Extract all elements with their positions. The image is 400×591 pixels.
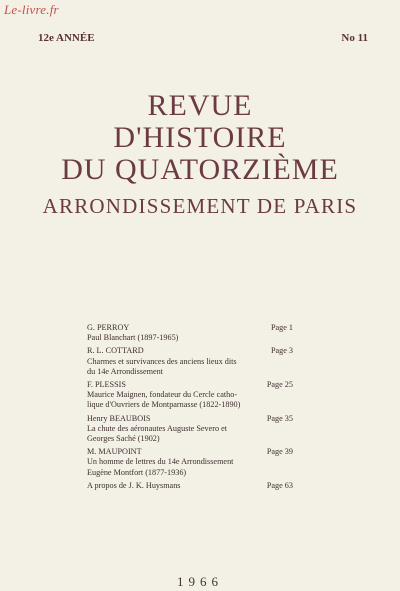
toc-description: Un homme de lettres du 14e Arrondissement	[87, 457, 234, 467]
toc-description: Eugène Montfort (1877-1936)	[87, 467, 187, 477]
toc-page: Page 1	[270, 323, 293, 332]
toc-entry	[87, 447, 293, 478]
title-line-1: REVUE	[147, 89, 253, 122]
watermark-logo: Le-livre.fr	[4, 2, 59, 17]
toc-author: M. MAUPOINT	[87, 447, 142, 457]
toc-page: Page 25	[266, 380, 293, 390]
toc-entry	[87, 346, 293, 377]
title-line-3: DU QUATORZIÈME	[61, 153, 339, 186]
toc-description: La chute des aéronautes Auguste Severo et	[87, 423, 228, 433]
toc-page: Page 63	[266, 480, 293, 490]
toc-author: A propos de J. K. Huysmans	[87, 480, 181, 490]
issue-number: No 11	[341, 32, 368, 44]
toc-description: lique d'Ouvriers de Montparnasse (1822-1890)	[87, 400, 241, 410]
toc-description: Georges Saché (1902)	[87, 434, 160, 444]
toc-entry	[87, 414, 293, 445]
toc-description: Paul Blanchart (1897-1965)	[87, 333, 179, 343]
publication-year: 1966	[177, 574, 223, 589]
toc-entry	[87, 380, 293, 411]
toc-description: Charmes et survivances des anciens lieux dits	[87, 356, 237, 366]
toc-author: F. PLESSIS	[87, 380, 126, 390]
journal-title	[0, 90, 400, 219]
toc-page: Page 3	[270, 346, 293, 356]
title-line-2: D'HISTOIRE	[113, 121, 287, 154]
toc-description: Maurice Maignen, fondateur du Cercle catho-	[87, 390, 238, 400]
journal-subtitle: ARRONDISSEMENT DE PARIS	[42, 194, 358, 218]
table-of-contents	[87, 323, 293, 494]
toc-page: Page 35	[266, 413, 293, 423]
toc-author: R. L. COTTARD	[87, 346, 144, 356]
edition-year-label: 12e ANNÉE	[38, 32, 95, 44]
toc-description: du 14e Arrondissement	[87, 366, 163, 376]
toc-page: Page 39	[266, 447, 293, 457]
toc-author: G. PERROY	[87, 323, 130, 332]
toc-author: Henry BEAUBOIS	[87, 413, 151, 423]
toc-entry	[87, 481, 293, 491]
toc-entry	[87, 323, 293, 343]
